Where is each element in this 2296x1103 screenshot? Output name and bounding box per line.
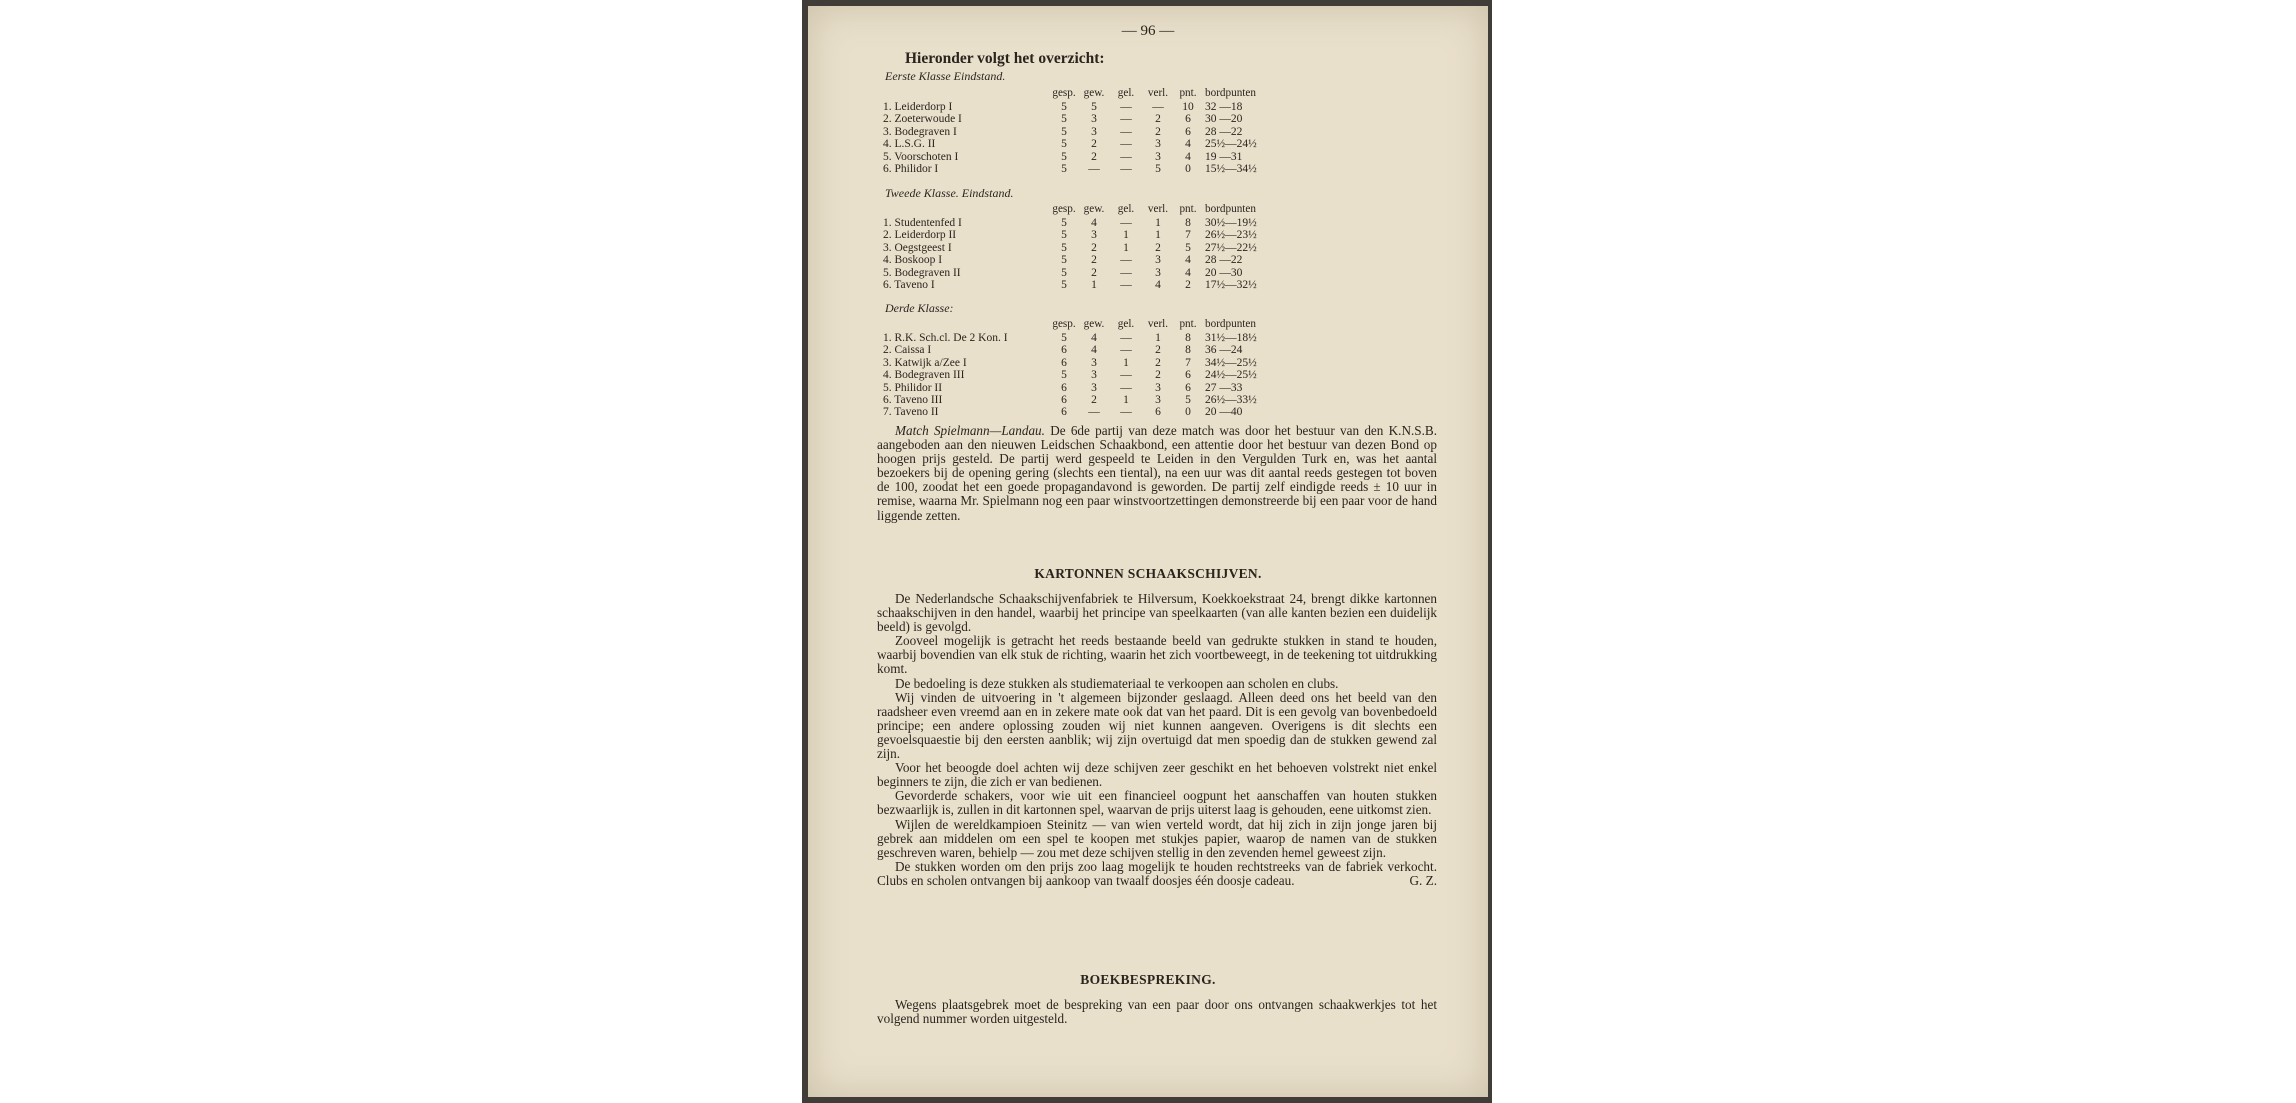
cell-pnt: 8 (1185, 217, 1191, 229)
table-row (883, 357, 1285, 369)
cell-bordpunten: 15½—34½ (1205, 163, 1257, 176)
team-name: 3. Katwijk a/Zee I (883, 356, 967, 369)
standings-table-tweede (883, 198, 1285, 291)
paragraph: Gevorderde schakers, voor wie uit een financieel oogpunt het aanschaffen van houten stukken bezwaarlijk is, zullen in dit kartonnen spel, waarvan de prijs uiterst laag is gehouden, eene uitkomst zien. (877, 788, 1437, 818)
overview-heading: Hieronder volgt het overzicht: (905, 50, 1105, 67)
col-header-gesp: gesp. (1052, 202, 1076, 215)
cell-bordpunten: 26½—33½ (1205, 394, 1257, 407)
cell-gesp: 5 (1061, 163, 1067, 176)
table-row (883, 279, 1285, 291)
cell-bordpunten: 31½—18½ (1205, 332, 1257, 344)
team-name: 6. Taveno III (883, 394, 943, 407)
cell-gel: — (1120, 266, 1132, 279)
cell-pnt: 8 (1185, 332, 1191, 344)
cell-bordpunten: 34½—25½ (1205, 356, 1257, 369)
cell-gesp: 5 (1061, 125, 1067, 138)
cell-gel: — (1120, 254, 1132, 267)
cell-pnt: 4 (1185, 138, 1191, 151)
cell-pnt: 0 (1185, 163, 1191, 176)
cell-bordpunten: 30 —20 (1205, 113, 1243, 126)
col-header-gesp: gesp. (1052, 86, 1076, 99)
cell-gesp: 5 (1061, 217, 1067, 229)
paragraph: De Nederlandsche Schaakschijvenfabriek te Hilversum, Koekkoekstraat 24, brengt dikke kartonnen schaakschijven in den handel, waarbij het principe van speelkaarten (van alle kanten bezien een duidelijk beeld) is gevolgd. (877, 591, 1437, 635)
match-text: De 6de partij van deze match was door het bestuur van den K.N.S.B. aangeboden aan den nieuwen Leidschen Schaakbond, een attentie door het bestuur van dezen Bond op hoogen prijs gesteld. De partij werd gespeeld te Leiden in den Vergulden Turk en, was het aantal bezoekers bij de opening gering (slechts een tiental), na een uur was dit aantal reeds gestegen tot boven de 100, zoodat het een goede propagandavond is geworden. De partij zelf eindigde reeds ± 10 uur in remise, waarna Mr. Spielmann nog een paar winstvoortzettingen demonstreerde bij een paar voor de hand liggende zetten. (877, 423, 1437, 523)
col-header-pnt: pnt. (1179, 202, 1197, 215)
cell-gesp: 6 (1061, 381, 1067, 394)
cell-verl: 1 (1155, 332, 1161, 344)
kartonnen-title: KARTONNEN SCHAAKSCHIJVEN. (1034, 566, 1262, 581)
table-row (883, 369, 1285, 381)
cell-pnt: 7 (1185, 229, 1191, 242)
cell-gesp: 5 (1061, 266, 1067, 279)
col-header-verl: verl. (1147, 86, 1169, 99)
col-header-gew: gew. (1083, 86, 1105, 99)
cell-gel: — (1120, 279, 1132, 292)
col-header-gel: gel. (1117, 202, 1135, 215)
cell-gesp: 5 (1061, 279, 1067, 292)
cell-verl: 2 (1155, 241, 1161, 254)
match-lead: Match Spielmann—Landau. (895, 423, 1045, 438)
cell-bordpunten: 20 —40 (1205, 406, 1243, 419)
team-name: 1. Leiderdorp I (883, 101, 953, 113)
table-header-row (883, 198, 1285, 217)
table-row (883, 406, 1285, 418)
team-name: 6. Taveno I (883, 279, 935, 292)
cell-gel: 1 (1123, 229, 1129, 242)
team-name: 2. Zoeterwoude I (883, 113, 962, 126)
signature: G. Z. (1409, 872, 1437, 888)
cell-verl: 2 (1155, 356, 1161, 369)
cell-gel: — (1120, 217, 1132, 229)
cell-bordpunten: 36 —24 (1205, 344, 1243, 357)
cell-gew: 4 (1091, 217, 1097, 229)
team-name: 2. Leiderdorp II (883, 229, 957, 242)
cell-gesp: 5 (1061, 332, 1067, 344)
cell-verl: 2 (1155, 125, 1161, 138)
standings-table-eerste (883, 82, 1285, 175)
cell-gesp: 5 (1061, 369, 1067, 382)
team-name: 4. Boskoop I (883, 254, 943, 267)
col-header-gel: gel. (1117, 317, 1135, 330)
table-row (883, 151, 1285, 163)
cell-verl: 1 (1155, 229, 1161, 242)
class-title-derde: Derde Klasse: (885, 301, 954, 315)
cell-gesp: 5 (1061, 254, 1067, 267)
cell-pnt: 8 (1185, 344, 1191, 357)
cell-pnt: 6 (1185, 113, 1191, 126)
cell-bordpunten: 27 —33 (1205, 381, 1243, 394)
cell-gel: — (1120, 138, 1132, 151)
cell-gel: — (1120, 113, 1132, 126)
table-header-row (883, 82, 1285, 101)
cell-bordpunten: 32 —18 (1205, 101, 1243, 113)
cell-gesp: 5 (1061, 229, 1067, 242)
cell-verl: 5 (1155, 163, 1161, 176)
cell-pnt: 4 (1185, 254, 1191, 267)
cell-gew: 4 (1091, 344, 1097, 357)
team-name: 1. Studentenfed I (883, 217, 962, 229)
team-name: 5. Philidor II (883, 381, 943, 394)
cell-gel: — (1120, 101, 1132, 113)
table-row (883, 138, 1285, 150)
cell-gesp: 6 (1061, 356, 1067, 369)
col-header-gew: gew. (1083, 202, 1105, 215)
cell-pnt: 2 (1185, 279, 1191, 292)
team-name: 1. R.K. Sch.cl. De 2 Kon. I (883, 332, 1008, 344)
cell-gesp: 6 (1061, 406, 1067, 419)
team-name: 5. Bodegraven II (883, 266, 961, 279)
team-name: 2. Caissa I (883, 344, 932, 357)
cell-bordpunten: 17½—32½ (1205, 279, 1257, 292)
cell-verl: 3 (1155, 254, 1161, 267)
cell-verl: 6 (1155, 406, 1161, 419)
table-row (883, 267, 1285, 279)
table-row (883, 242, 1285, 254)
cell-gew: 2 (1091, 138, 1097, 151)
cell-gel: — (1120, 150, 1132, 163)
cell-gel: — (1120, 163, 1132, 176)
cell-bordpunten: 19 —31 (1205, 150, 1243, 163)
cell-gel: 1 (1123, 241, 1129, 254)
cell-pnt: 4 (1185, 150, 1191, 163)
col-header-bordpunten: bordpunten (1205, 317, 1256, 330)
cell-gel: — (1120, 406, 1132, 419)
cell-bordpunten: 24½—25½ (1205, 369, 1257, 382)
document-page (808, 6, 1488, 1097)
paragraph: Wij vinden de uitvoering in 't algemeen bijzonder geslaagd. Alleen deed ons het beeld van den raadsheer even vreemd aan en in zekere mate ook dat van het paard. Dit is een gevolg van bovenbedoeld principe; een andere oplossing zouden wij niet kunnen aangeven. Overigens is dit slechts een gevoelsquaestie bij den eersten aanblik; wij zijn overtuigd dat men spoedig dan de stukken gewend zal zijn. (877, 689, 1437, 762)
paragraph-text: De stukken worden om den prijs zoo laag mogelijk te houden rechtstreeks van de fabriek verkocht. Clubs en scholen ontvangen bij aankoop van twaalf doosjes één doosje cadeau. (877, 858, 1437, 888)
table-row (883, 163, 1285, 175)
cell-pnt: 6 (1185, 125, 1191, 138)
cell-verl: 3 (1155, 394, 1161, 407)
table-row (883, 344, 1285, 356)
cell-gew: 3 (1091, 229, 1097, 242)
cell-gew: 4 (1091, 332, 1097, 344)
col-header-pnt: pnt. (1179, 317, 1197, 330)
cell-pnt: 6 (1185, 381, 1191, 394)
team-name: 3. Oegstgeest I (883, 241, 952, 254)
boekbespreking-article (877, 998, 1437, 1026)
table-row (883, 217, 1285, 229)
team-name: 6. Philidor I (883, 163, 939, 176)
page-number: — 96 — (1121, 23, 1175, 39)
col-header-gel: gel. (1117, 86, 1135, 99)
cell-verl: — (1152, 101, 1164, 113)
table-row (883, 332, 1285, 344)
table-row (883, 394, 1285, 406)
cell-gesp: 5 (1061, 113, 1067, 126)
cell-gesp: 5 (1061, 241, 1067, 254)
team-name: 7. Taveno II (883, 406, 939, 419)
table-row (883, 126, 1285, 138)
kartonnen-article (877, 592, 1437, 888)
table-row (883, 229, 1285, 241)
cell-gew: 2 (1091, 254, 1097, 267)
cell-pnt: 4 (1185, 266, 1191, 279)
cell-pnt: 10 (1182, 101, 1194, 113)
match-article (877, 424, 1437, 523)
paragraph: Zooveel mogelijk is getracht het reeds bestaande beeld van gedrukte stukken in stand te houden, waarbij bovendien van elk stuk de richting, waarin het zich voortbeweegt, in de teekening tot uitdrukking komt. (877, 633, 1437, 677)
cell-verl: 2 (1155, 369, 1161, 382)
cell-gel: — (1120, 125, 1132, 138)
team-name: 5. Voorschoten I (883, 150, 959, 163)
cell-gew: 3 (1091, 125, 1097, 138)
cell-gesp: 6 (1061, 394, 1067, 407)
table-row (883, 113, 1285, 125)
cell-gew: 5 (1091, 101, 1097, 113)
col-header-gesp: gesp. (1052, 317, 1076, 330)
cell-pnt: 5 (1185, 241, 1191, 254)
cell-pnt: 6 (1185, 369, 1191, 382)
team-name: 4. Bodegraven III (883, 369, 965, 382)
cell-gel: — (1120, 381, 1132, 394)
paragraph: De bedoeling is deze stukken als studiemateriaal te verkoopen aan scholen en clubs. (895, 675, 1339, 691)
col-header-bordpunten: bordpunten (1205, 202, 1256, 215)
cell-gel: 1 (1123, 356, 1129, 369)
cell-gew: 3 (1091, 356, 1097, 369)
cell-gew: 2 (1091, 150, 1097, 163)
cell-gew: 3 (1091, 113, 1097, 126)
cell-verl: 3 (1155, 138, 1161, 151)
standings-table-derde (883, 313, 1285, 419)
cell-gesp: 5 (1061, 138, 1067, 151)
col-header-bordpunten: bordpunten (1205, 86, 1256, 99)
table-row (883, 101, 1285, 113)
col-header-gew: gew. (1083, 317, 1105, 330)
cell-verl: 2 (1155, 344, 1161, 357)
cell-gesp: 5 (1061, 101, 1067, 113)
col-header-verl: verl. (1147, 317, 1169, 330)
col-header-verl: verl. (1147, 202, 1169, 215)
table-row (883, 254, 1285, 266)
cell-verl: 1 (1155, 217, 1161, 229)
cell-verl: 2 (1155, 113, 1161, 126)
cell-gesp: 5 (1061, 150, 1067, 163)
paragraph: Voor het beoogde doel achten wij deze schijven zeer geschikt en het behoeven volstrekt niet enkel beginners te zijn, die zich er van bedienen. (877, 760, 1437, 790)
team-name: 4. L.S.G. II (883, 138, 936, 151)
cell-verl: 3 (1155, 381, 1161, 394)
paragraph: Wijlen de wereldkampioen Steinitz — van wien verteld wordt, dat hij zich in zijn jonge jaren bij gebrek aan middelen om een spel te koopen met stukjes papier, waarop de namen van de stukken geschreven waren, behielp — zou met deze schijven stellig in den zevenden hemel geweest zijn. (877, 816, 1437, 860)
paragraph (877, 860, 1437, 888)
cell-gel: — (1120, 332, 1132, 344)
paragraph: Wegens plaatsgebrek moet de bespreking van een paar door ons ontvangen schaakwerkjes tot het volgend nummer worden uitgesteld. (877, 997, 1437, 1027)
cell-gew: 2 (1091, 266, 1097, 279)
cell-bordpunten: 30½—19½ (1205, 217, 1257, 229)
cell-bordpunten: 20 —30 (1205, 266, 1243, 279)
class-title-tweede: Tweede Klasse. Eindstand. (885, 186, 1014, 200)
cell-gew: — (1088, 406, 1100, 419)
cell-verl: 4 (1155, 279, 1161, 292)
cell-bordpunten: 27½—22½ (1205, 241, 1257, 254)
cell-bordpunten: 26½—23½ (1205, 229, 1257, 242)
table-header-row (883, 313, 1285, 332)
cell-gel: — (1120, 369, 1132, 382)
cell-bordpunten: 25½—24½ (1205, 138, 1257, 151)
class-title-eerste: Eerste Klasse Eindstand. (885, 69, 1006, 83)
table-row (883, 382, 1285, 394)
cell-gew: 3 (1091, 369, 1097, 382)
cell-bordpunten: 28 —22 (1205, 125, 1243, 138)
cell-gew: 3 (1091, 381, 1097, 394)
cell-gew: 2 (1091, 241, 1097, 254)
cell-gew: — (1088, 163, 1100, 176)
cell-gew: 1 (1091, 279, 1097, 292)
cell-gel: 1 (1123, 394, 1129, 407)
cell-verl: 3 (1155, 266, 1161, 279)
team-name: 3. Bodegraven I (883, 125, 957, 138)
cell-pnt: 5 (1185, 394, 1191, 407)
cell-gesp: 6 (1061, 344, 1067, 357)
cell-gel: — (1120, 344, 1132, 357)
cell-pnt: 7 (1185, 356, 1191, 369)
boekbespreking-title: BOEKBESPREKING. (1080, 972, 1216, 987)
col-header-pnt: pnt. (1179, 86, 1197, 99)
cell-verl: 3 (1155, 150, 1161, 163)
cell-pnt: 0 (1185, 406, 1191, 419)
cell-gew: 2 (1091, 394, 1097, 407)
cell-bordpunten: 28 —22 (1205, 254, 1243, 267)
